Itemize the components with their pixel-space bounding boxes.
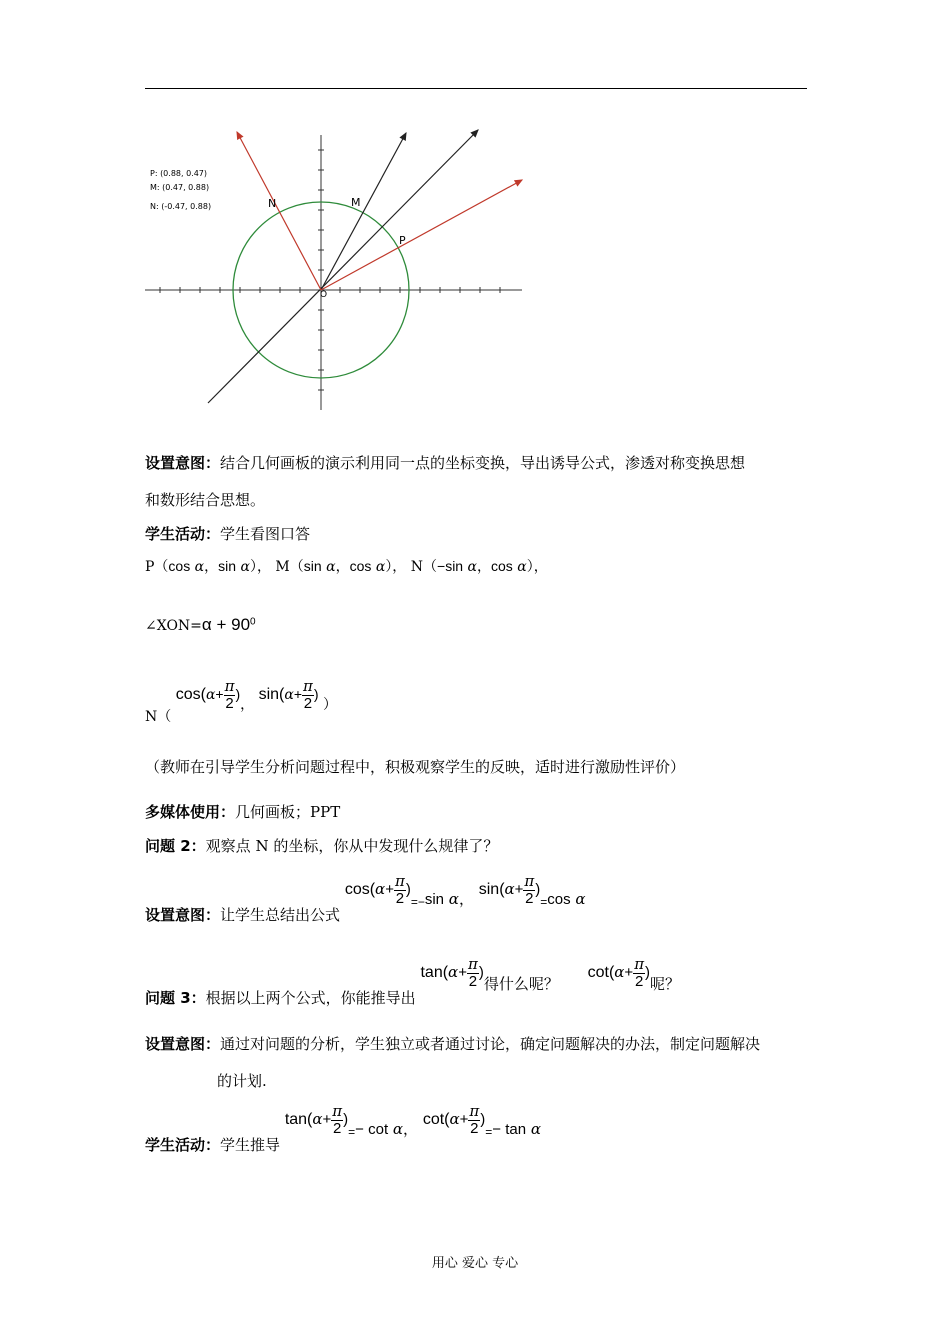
eq: = [485, 1125, 493, 1139]
alpha: α [392, 1120, 404, 1138]
close-paren: ) [480, 1111, 486, 1128]
alpha: α [448, 963, 459, 981]
eq: = [348, 1125, 356, 1139]
plus: + [459, 1111, 469, 1128]
coordinates-line [145, 556, 548, 576]
angle-expr: α + 90 [201, 615, 251, 634]
plus: + [293, 686, 303, 702]
student-derive [145, 1102, 541, 1154]
ray-on [237, 132, 321, 290]
plus: + [322, 1111, 332, 1128]
alpha: α [240, 559, 250, 575]
n-open: N（ [410, 559, 438, 575]
sep: ， [335, 559, 350, 575]
question-2 [145, 835, 498, 856]
point-p-label: P [399, 234, 406, 247]
alpha: α [575, 890, 586, 908]
eq2: = [540, 895, 548, 909]
m-sin: sin [303, 558, 322, 574]
pi-over-2: $\frac{\pi}{2}$ [394, 872, 405, 907]
n-close: ）， [526, 559, 548, 575]
alpha: α [449, 1110, 460, 1128]
diagonal-line [208, 130, 478, 403]
pi-over-2: $\frac{\pi}{2}$ [524, 872, 535, 907]
q2-text: 观察点 N 的坐标，你从中发现什么规律了？ [205, 837, 499, 855]
tan-func: tan( [420, 964, 449, 981]
intent-paragraph-1-cont: 和数形结合思想。 [145, 491, 266, 509]
label-m-coords: M: (0.47, 0.88) [150, 183, 210, 192]
cot-func: cot( [587, 964, 615, 981]
comma: ， [458, 890, 474, 908]
close-paren: ) [535, 881, 541, 898]
intent-text-1: 结合几何画板的演示利用同一点的坐标变换，导出诱导公式，渗透对称变换思想 [220, 454, 746, 472]
sep: ， [477, 559, 492, 575]
cos-func: cos( [344, 881, 376, 898]
media-text: 几何画板；PPT [235, 803, 341, 821]
eq1: =− [410, 895, 425, 909]
derive-head: 学生活动： [145, 1136, 221, 1154]
n-close-paren: ） [323, 697, 337, 713]
page-footer: 用心 爱心 专心 [431, 1256, 519, 1271]
pi-over-2: $\frac{\pi}{2}$ [634, 955, 645, 990]
close-paren: ) [313, 686, 319, 702]
p-cos: cos [168, 558, 191, 574]
activity-head-1: 学生活动： [145, 525, 221, 543]
close-paren: ) [405, 881, 411, 898]
pi-over-2: $\frac{\pi}{2}$ [469, 1102, 480, 1137]
p-open: P（ [145, 559, 169, 575]
m-open: M（ [275, 559, 304, 575]
plus: + [514, 881, 524, 898]
tan-func: tan( [284, 1111, 313, 1128]
derive-text: 学生推导 [220, 1136, 281, 1154]
label-n-coords: N: (-0.47, 0.88) [150, 202, 212, 211]
alpha: α [448, 890, 459, 908]
alpha: α [284, 687, 294, 703]
q3-end: 呢？ [650, 975, 681, 993]
q3-text: 根据以上两个公式，你能推导出 [205, 989, 416, 1007]
point-o-label: O [320, 290, 328, 300]
intent-3 [145, 1033, 760, 1054]
header-rule [145, 88, 807, 89]
close-paren: ) [478, 964, 484, 981]
res2: − tan [492, 1121, 527, 1138]
alpha: α [194, 559, 205, 575]
alpha: α [614, 963, 625, 981]
res1: sin [424, 891, 445, 908]
alpha: α [504, 880, 515, 898]
teacher-note: （教师在引导学生分析问题过程中，积极观察学生的反映，适时进行激励性评价） [145, 758, 686, 776]
point-n-label: N [268, 197, 277, 210]
sin-func: sin( [478, 881, 505, 898]
axis-ticks [160, 150, 500, 390]
label-p-coords: P: (0.88, 0.47) [150, 169, 208, 178]
alpha: α [517, 559, 527, 575]
intent-head-1: 设置意图： [145, 454, 221, 472]
media-line [145, 801, 340, 822]
intent-2 [145, 872, 586, 924]
student-activity-1 [145, 523, 310, 544]
q2-head: 问题 2： [145, 837, 206, 855]
alpha: α [375, 880, 386, 898]
pi-over-2: $\frac{\pi}{2}$ [467, 955, 478, 990]
res2: cos [547, 891, 571, 908]
close-paren: ) [645, 964, 651, 981]
close-paren: ) [343, 1111, 349, 1128]
plus: + [215, 686, 224, 702]
sep: ， [204, 559, 219, 575]
intent2-text: 让学生总结出公式 [220, 906, 341, 924]
intent-3-cont: 的计划. [217, 1072, 267, 1090]
n-sin: −sin [437, 558, 464, 574]
point-m-label: M [351, 196, 361, 209]
alpha: α [530, 1120, 541, 1138]
angle-line [145, 615, 256, 635]
q3-head: 问题 3： [145, 989, 206, 1007]
media-head: 多媒体使用： [145, 803, 236, 821]
sep: ， [240, 697, 255, 713]
comma: ， [403, 1120, 419, 1138]
m-close: ）， [385, 559, 407, 575]
pi-over-2: $\frac{\pi}{2}$ [224, 677, 235, 712]
plus: + [624, 964, 634, 981]
n-open-paren: N（ [145, 709, 172, 725]
plus: + [458, 964, 467, 981]
activity-text-1: 学生看图口答 [220, 525, 311, 543]
alpha: α [312, 1110, 323, 1128]
alpha: α [205, 687, 216, 703]
m-cos: cos [349, 558, 372, 574]
plus: + [385, 881, 394, 898]
p-sin: sin [218, 558, 237, 574]
q3-mid: 得什么呢？ [483, 975, 559, 993]
alpha: α [375, 559, 386, 575]
sin-func: sin( [258, 686, 285, 703]
n-formula-line [145, 677, 337, 725]
question-3 [145, 955, 681, 1007]
cos-func: cos( [175, 686, 206, 703]
n-cos: cos [491, 558, 513, 574]
angle-sup: 0 [250, 616, 256, 628]
cot-func: cot( [422, 1111, 450, 1128]
close-paren: ) [235, 686, 241, 702]
alpha: α [467, 559, 478, 575]
alpha: α [326, 559, 336, 575]
pi-over-2: $\frac{\pi}{2}$ [332, 1102, 343, 1137]
intent3-head: 设置意图： [145, 1035, 221, 1053]
intent2-head: 设置意图： [145, 906, 221, 924]
angle-label: ∠XON= [145, 618, 202, 634]
pi-over-2: $\frac{\pi}{2}$ [303, 677, 313, 712]
intent3-text: 通过对问题的分析，学生独立或者通过讨论，确定问题解决的办法，制定问题解决 [220, 1035, 761, 1053]
unit-circle-figure [140, 120, 530, 415]
res1: − cot [355, 1121, 389, 1138]
intent-paragraph-1 [145, 452, 745, 473]
p-close: ）， [249, 559, 271, 575]
